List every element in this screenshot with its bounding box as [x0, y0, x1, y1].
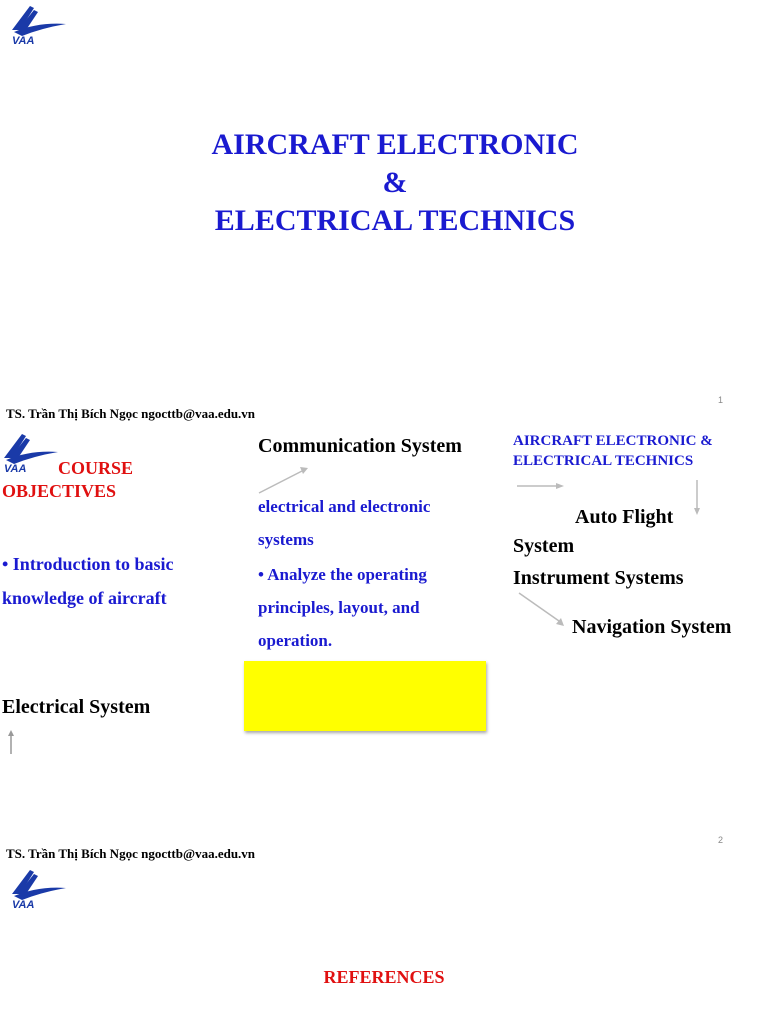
auto-flight-line2: System	[513, 535, 575, 557]
bullet2-line1: • Analyze the operating	[258, 565, 427, 584]
down-arrow-icon	[690, 478, 704, 518]
svg-text:VAA: VAA	[12, 35, 35, 46]
yellow-highlight-box	[244, 661, 486, 731]
slide2-page-number: 2	[718, 835, 724, 845]
communication-system-label: Communication System	[258, 435, 462, 457]
header-line1: AIRCRAFT ELECTRONIC &	[513, 433, 713, 449]
course-objectives-line2: OBJECTIVES	[2, 481, 117, 501]
auto-flight-line1: Auto Flight	[575, 506, 674, 528]
slide1-title-line2: &	[382, 166, 408, 199]
right-arrow-icon	[516, 480, 566, 492]
vaa-logo-icon	[0, 430, 60, 474]
paragraph-line1: electrical and electronic	[258, 497, 431, 516]
slide1-footer: TS. Trần Thị Bích Ngọc ngocttb@vaa.edu.vn	[6, 406, 256, 421]
diagonal-down-arrow-icon	[516, 590, 568, 630]
header-line2: ELECTRICAL TECHNICS	[513, 453, 694, 469]
electrical-system-label: Electrical System	[2, 696, 151, 718]
slide2-footer: TS. Trần Thị Bích Ngọc ngocttb@vaa.edu.vn	[6, 846, 256, 861]
up-arrow-icon	[4, 728, 18, 756]
bullet2-line2: principles, layout, and	[258, 598, 420, 617]
slide1-title-line1: AIRCRAFT ELECTRONIC	[211, 128, 579, 161]
slide1-title-line3: ELECTRICAL TECHNICS	[214, 204, 576, 237]
slide1-page-number: 1	[718, 395, 724, 405]
bullet1-line2: knowledge of aircraft	[2, 588, 167, 608]
vaa-logo-icon	[8, 866, 68, 910]
bullet2-line3: operation.	[258, 631, 333, 650]
svg-text:VAA: VAA	[4, 463, 27, 474]
bullet1-line1: • Introduction to basic	[2, 554, 174, 574]
paragraph-line2: systems	[258, 530, 314, 549]
navigation-system-label: Navigation System	[572, 616, 732, 638]
vaa-logo-icon	[8, 2, 68, 46]
course-objectives-line1: COURSE	[58, 458, 134, 478]
references-heading: REFERENCES	[323, 967, 445, 987]
svg-text:VAA: VAA	[12, 899, 35, 910]
diagonal-up-arrow-icon	[256, 464, 312, 496]
instrument-systems-label: Instrument Systems	[513, 567, 684, 589]
